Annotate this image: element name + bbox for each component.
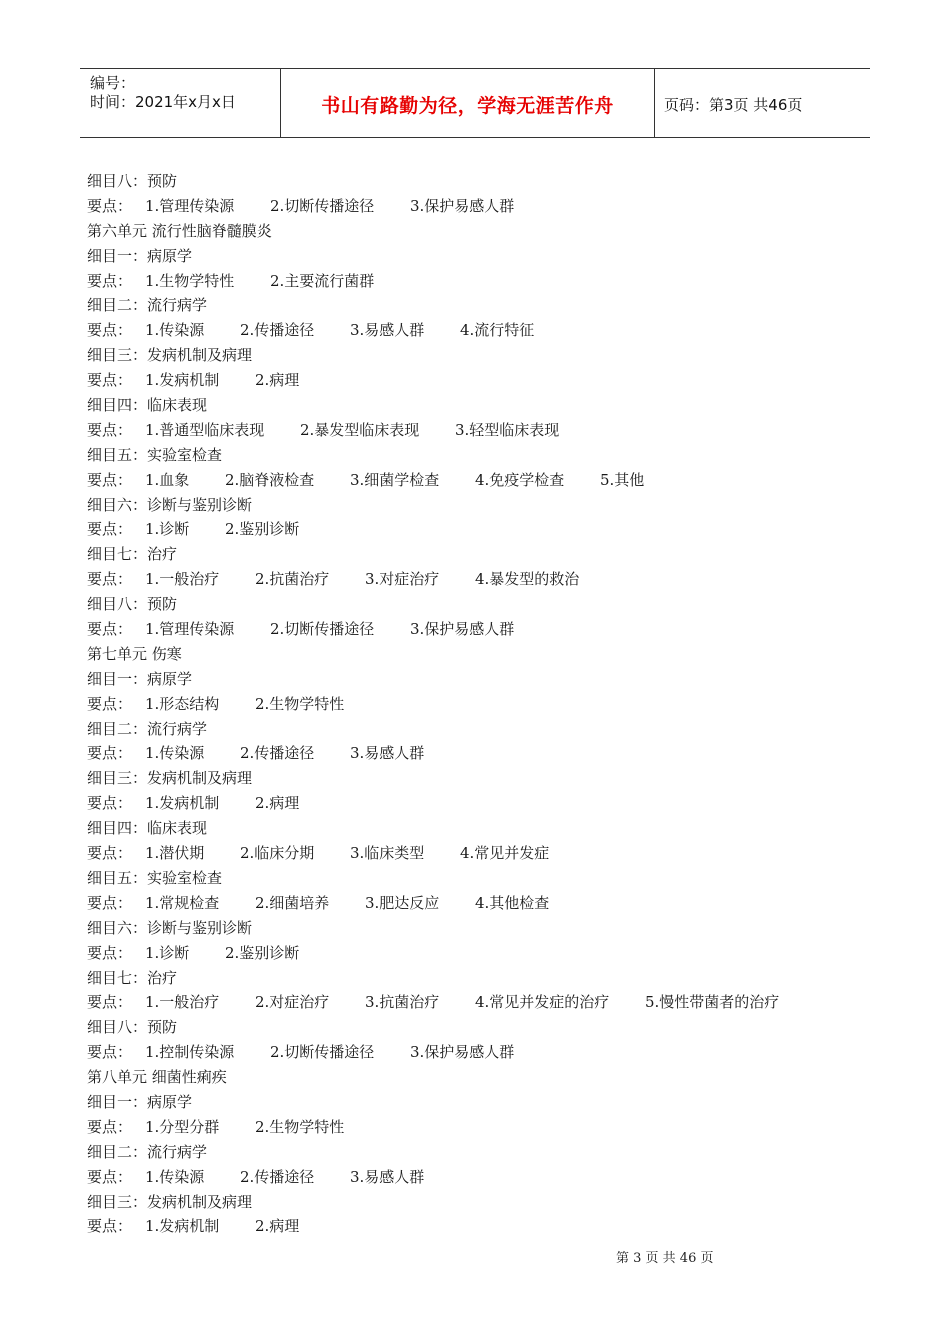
key-point-item: 1.潜伏期 — [145, 844, 205, 863]
key-point-item: 1.控制传染源 — [145, 1043, 235, 1062]
key-point-item: 4.常见并发症的治疗 — [475, 993, 610, 1012]
key-points-label: 要点： — [87, 943, 133, 962]
key-point-item: 1.形态结构 — [145, 694, 220, 713]
key-point-item: 3.保护易感人群 — [410, 196, 515, 215]
line-text: 细目三：发病机制及病理 — [87, 769, 253, 788]
key-point-item: 4.暴发型的救治 — [475, 570, 580, 589]
key-point-item: 1.诊断 — [145, 520, 190, 539]
key-points-label: 要点： — [87, 620, 133, 639]
document-date-label: 时间：2021年x月x日 — [90, 93, 236, 111]
key-points-line — [87, 318, 887, 343]
key-point-item: 3.保护易感人群 — [410, 1043, 515, 1062]
key-points-line — [87, 841, 887, 866]
key-points-line — [87, 617, 887, 642]
line-text: 第七单元 伤寒 — [87, 644, 182, 663]
document-number-label: 编号： — [90, 74, 136, 92]
key-point-item: 2.传播途径 — [240, 744, 315, 763]
key-point-item: 4.免疫学检查 — [475, 470, 565, 489]
section-heading — [87, 866, 887, 891]
key-points-line — [87, 517, 887, 542]
key-point-item: 3.易感人群 — [350, 744, 425, 763]
key-point-item: 2.鉴别诊断 — [225, 520, 300, 539]
section-heading — [87, 393, 887, 418]
section-heading — [87, 169, 887, 194]
line-text: 细目一：病原学 — [87, 1092, 193, 1111]
line-text: 细目六：诊断与鉴别诊断 — [87, 918, 253, 937]
section-heading — [87, 667, 887, 692]
section-heading — [87, 443, 887, 468]
key-points-line — [87, 891, 887, 916]
key-point-item: 1.发病机制 — [145, 794, 220, 813]
key-points-label: 要点： — [87, 694, 133, 713]
line-text: 细目四：临床表现 — [87, 396, 208, 415]
key-point-item: 1.一般治疗 — [145, 993, 220, 1012]
key-point-item: 5.慢性带菌者的治疗 — [645, 993, 780, 1012]
section-heading — [87, 1015, 887, 1040]
line-text: 细目二：流行病学 — [87, 719, 208, 738]
page-footer: 第 3 页 共 46 页 — [616, 1251, 714, 1266]
key-point-item: 1.血象 — [145, 470, 190, 489]
key-points-label: 要点： — [87, 844, 133, 863]
section-heading — [87, 293, 887, 318]
key-point-item: 3.抗菌治疗 — [365, 993, 440, 1012]
line-text: 细目八：预防 — [87, 172, 178, 190]
unit-heading — [87, 642, 887, 667]
key-point-item: 3.肥达反应 — [365, 893, 440, 912]
key-point-item: 5.其他 — [600, 470, 645, 489]
section-heading — [87, 1190, 887, 1215]
key-points-label: 要点： — [87, 321, 133, 340]
key-point-item: 3.临床类型 — [350, 844, 425, 863]
header-motto-cell — [280, 69, 655, 137]
section-heading — [87, 916, 887, 941]
unit-heading — [87, 219, 887, 244]
section-heading — [87, 1140, 887, 1165]
line-text: 细目八：预防 — [87, 595, 178, 614]
line-text: 细目二：流行病学 — [87, 296, 208, 315]
key-point-item: 1.传染源 — [145, 744, 205, 763]
key-point-item: 3.易感人群 — [350, 321, 425, 340]
key-point-item: 1.一般治疗 — [145, 570, 220, 589]
section-heading — [87, 244, 887, 269]
line-text: 细目一：病原学 — [87, 246, 193, 265]
key-point-item: 1.传染源 — [145, 1167, 205, 1186]
key-point-item: 1.管理传染源 — [145, 620, 235, 639]
key-points-line — [87, 1165, 887, 1190]
key-points-label: 要点： — [87, 744, 133, 763]
key-point-item: 2.细菌培养 — [255, 893, 330, 912]
key-points-label: 要点： — [87, 993, 133, 1012]
section-heading — [87, 592, 887, 617]
key-point-item: 2.传播途径 — [240, 1167, 315, 1186]
line-text: 第六单元 流行性脑脊髓膜炎 — [87, 221, 272, 240]
key-point-item: 1.发病机制 — [145, 1217, 220, 1236]
key-point-item: 1.常规检查 — [145, 893, 220, 912]
section-heading — [87, 343, 887, 368]
key-points-line — [87, 567, 887, 592]
key-points-line — [87, 1214, 887, 1239]
key-points-label: 要点： — [87, 271, 133, 290]
key-points-label: 要点： — [87, 1117, 133, 1136]
key-points-line — [87, 941, 887, 966]
key-point-item: 2.脑脊液检查 — [225, 470, 315, 489]
key-point-item: 3.对症治疗 — [365, 570, 440, 589]
line-text: 细目一：病原学 — [87, 669, 193, 688]
key-point-item: 3.易感人群 — [350, 1167, 425, 1186]
section-heading — [87, 966, 887, 991]
key-point-item: 1.管理传染源 — [145, 196, 235, 215]
key-points-label: 要点： — [87, 371, 133, 390]
header-meta-cell — [80, 69, 280, 137]
key-point-item: 2.暴发型临床表现 — [300, 420, 420, 439]
section-heading — [87, 766, 887, 791]
key-points-line — [87, 418, 887, 443]
line-text: 细目三：发病机制及病理 — [87, 346, 253, 365]
line-text: 细目四：临床表现 — [87, 819, 208, 838]
key-points-label: 要点： — [87, 570, 133, 589]
key-point-item: 2.病理 — [255, 371, 300, 390]
key-point-item: 2.主要流行菌群 — [270, 271, 375, 290]
line-text: 细目七：治疗 — [87, 545, 178, 564]
section-heading — [87, 1090, 887, 1115]
section-heading — [87, 542, 887, 567]
key-point-item: 4.流行特征 — [460, 321, 535, 340]
key-point-item: 2.鉴别诊断 — [225, 943, 300, 962]
key-point-item: 3.保护易感人群 — [410, 620, 515, 639]
line-text: 第八单元 细菌性痢疾 — [87, 1068, 227, 1087]
syllabus-content — [87, 169, 887, 1239]
key-points-line — [87, 1040, 887, 1065]
line-text: 细目五：实验室检查 — [87, 445, 223, 464]
key-point-item: 1.普通型临床表现 — [145, 420, 265, 439]
key-points-label: 要点： — [87, 420, 133, 439]
line-text: 细目七：治疗 — [87, 968, 178, 987]
key-point-item: 1.传染源 — [145, 321, 205, 340]
key-point-item: 1.诊断 — [145, 943, 190, 962]
key-points-label: 要点： — [87, 794, 133, 813]
key-point-item: 2.切断传播途径 — [270, 1043, 375, 1062]
key-points-line — [87, 1115, 887, 1140]
key-point-item: 1.生物学特性 — [145, 271, 235, 290]
key-point-item: 2.抗菌治疗 — [255, 570, 330, 589]
header-page-info: 页码：第3页 共46页 — [664, 96, 803, 114]
key-point-item: 1.发病机制 — [145, 371, 220, 390]
key-point-item: 2.生物学特性 — [255, 694, 345, 713]
key-point-item: 4.其他检查 — [475, 893, 550, 912]
key-point-item: 2.临床分期 — [240, 844, 315, 863]
key-points-label: 要点： — [87, 893, 133, 912]
key-point-item: 2.病理 — [255, 1217, 300, 1236]
key-point-item: 2.生物学特性 — [255, 1117, 345, 1136]
line-text: 细目五：实验室检查 — [87, 868, 223, 887]
key-points-line — [87, 741, 887, 766]
key-point-item: 2.对症治疗 — [255, 993, 330, 1012]
key-points-label: 要点： — [87, 1043, 133, 1062]
key-points-label: 要点： — [87, 1217, 133, 1236]
key-points-line — [87, 468, 887, 493]
section-heading — [87, 816, 887, 841]
key-point-item: 2.切断传播途径 — [270, 196, 375, 215]
line-text: 细目二：流行病学 — [87, 1142, 208, 1161]
header-motto: 书山有路勤为径，学海无涯苦作舟 — [321, 95, 614, 117]
key-points-line — [87, 269, 887, 294]
key-points-line — [87, 692, 887, 717]
key-points-line — [87, 194, 887, 219]
key-point-item: 3.轻型临床表现 — [455, 420, 560, 439]
key-point-item: 1.分型分群 — [145, 1117, 220, 1136]
key-points-line — [87, 791, 887, 816]
key-point-item: 2.传播途径 — [240, 321, 315, 340]
header-page-cell — [654, 69, 870, 137]
key-points-label: 要点： — [87, 1167, 133, 1186]
key-point-item: 3.细菌学检查 — [350, 470, 440, 489]
section-heading — [87, 717, 887, 742]
line-text: 细目六：诊断与鉴别诊断 — [87, 495, 253, 514]
key-point-item: 4.常见并发症 — [460, 844, 550, 863]
section-heading — [87, 493, 887, 518]
key-points-label: 要点： — [87, 470, 133, 489]
key-points-line — [87, 368, 887, 393]
key-points-label: 要点： — [87, 520, 133, 539]
key-point-item: 2.病理 — [255, 794, 300, 813]
key-points-line — [87, 990, 887, 1015]
unit-heading — [87, 1065, 887, 1090]
document-header — [80, 68, 870, 138]
line-text: 细目八：预防 — [87, 1018, 178, 1037]
line-text: 细目三：发病机制及病理 — [87, 1192, 253, 1211]
key-point-item: 2.切断传播途径 — [270, 620, 375, 639]
key-points-label: 要点： — [87, 196, 133, 215]
